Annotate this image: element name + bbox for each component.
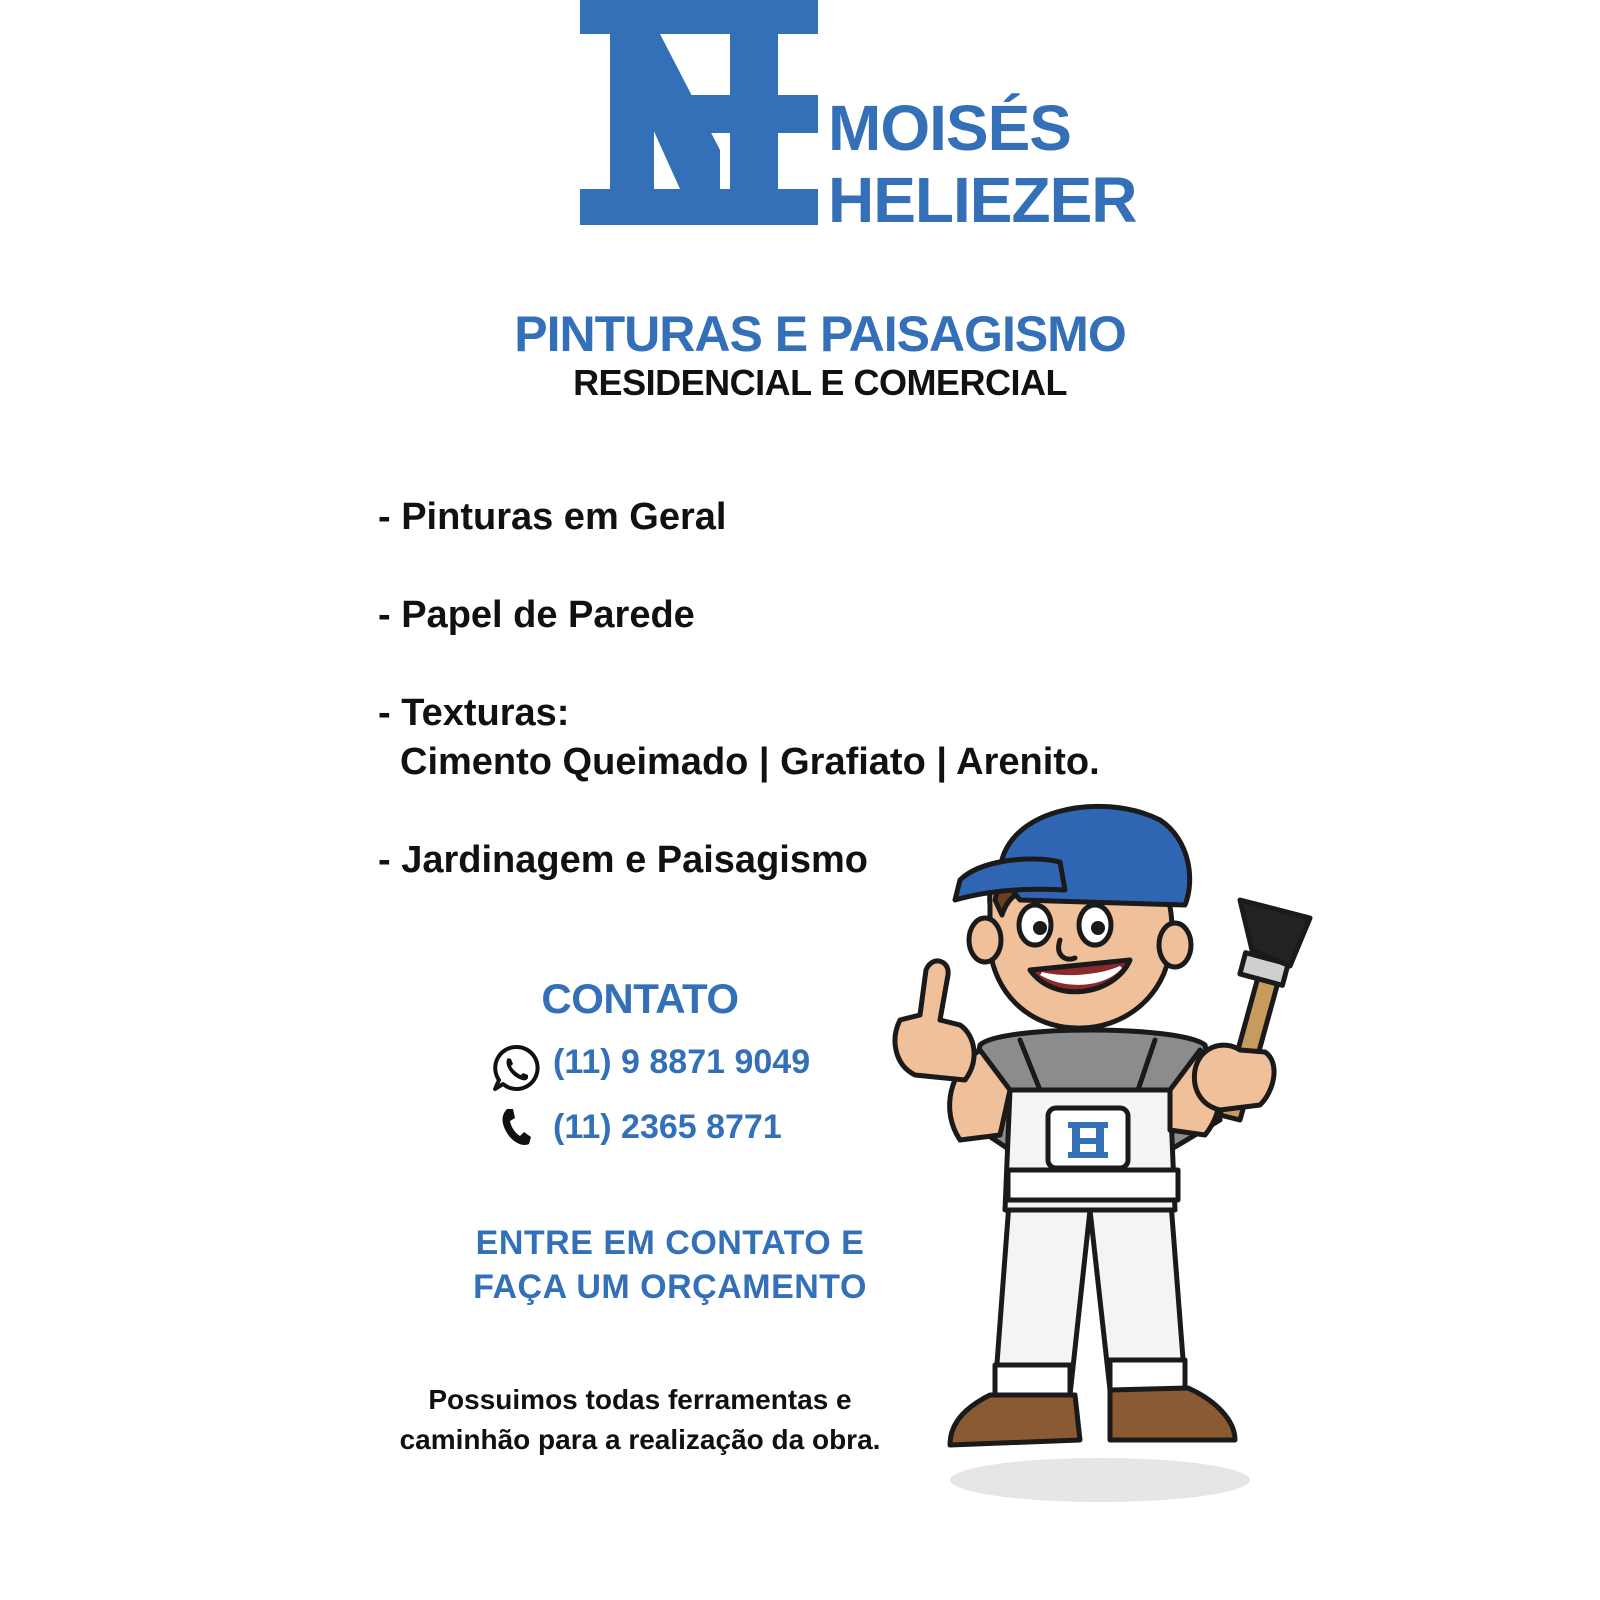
phone-icon [499,1107,533,1147]
phone-number-link[interactable]: (11) 2365 8771 [553,1108,782,1146]
whatsapp-number-link[interactable]: (11) 9 8871 9049 [553,1043,811,1081]
service-item-wallpaper: - Papel de Parede [378,594,695,636]
service-item-painting: - Pinturas em Geral [378,496,727,538]
logo-mark [580,0,818,225]
service-item-gardening: - Jardinagem e Paisagismo [378,839,868,881]
headline: PINTURAS E PAISAGISMO [514,306,1126,362]
cta-line1: ENTRE EM CONTATO E [475,1224,865,1262]
painter-mascot-illustration [870,790,1350,1510]
cta-text [400,1221,940,1309]
contact-title: CONTATO [541,975,739,1022]
subheadline: RESIDENCIAL E COMERCIAL [573,362,1067,403]
service-item-textures-detail: Cimento Queimado | Grafiato | Arenito. [400,741,1100,783]
footer-note-line1: Possuimos todas ferramentas e [428,1384,852,1415]
brand-name [828,92,1136,236]
cta-line2: FAÇA UM ORÇAMENTO [473,1268,867,1306]
brand-name-line2: HELIEZER [828,164,1137,236]
whatsapp-icon [491,1043,541,1093]
brand-name-line1: MOISÉS [828,92,1071,164]
service-item-textures: - Texturas: [378,692,570,734]
footer-note [340,1380,940,1460]
footer-note-line2: caminhão para a realização da obra. [399,1424,881,1455]
